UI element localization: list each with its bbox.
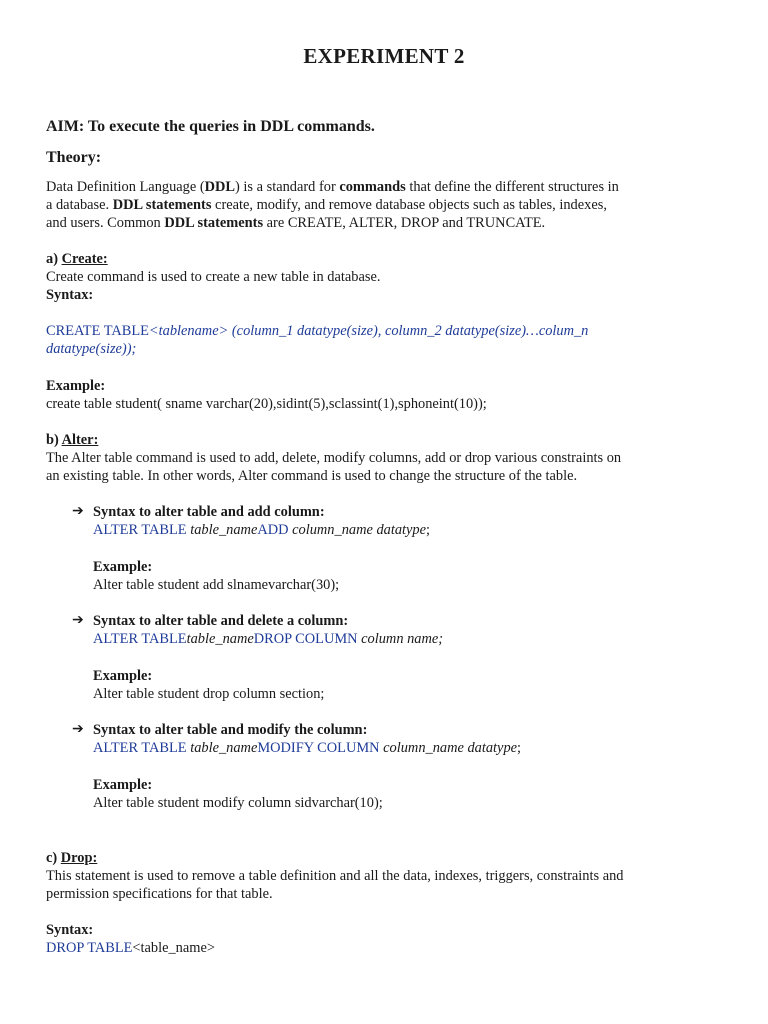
create-syntax-line-2: datatype(size)); (46, 341, 137, 357)
alter-delete-syntax: ALTER TABLEtable_nameDROP COLUMN column name; (93, 631, 444, 647)
create-heading: a) Create: (46, 251, 108, 267)
document-title: EXPERIMENT 2 (303, 44, 465, 68)
alter-delete-syntax-label: Syntax to alter table and delete a column: (93, 613, 349, 629)
alter-add-example-label: Example: (93, 559, 153, 575)
drop-description-line-2: permission specifications for that table. (46, 886, 273, 902)
arrow-right-icon: ➔ (72, 504, 84, 519)
alter-delete-example: Alter table student drop column section; (93, 686, 325, 702)
arrow-right-icon: ➔ (72, 722, 84, 737)
aim-heading: AIM: To execute the queries in DDL commands. (46, 118, 375, 135)
create-syntax-label: Syntax: (46, 287, 94, 303)
theory-line-2: a database. DDL statements create, modify, and remove database objects such as tables, indexes, (46, 197, 607, 213)
create-description: Create command is used to create a new table in database. (46, 269, 381, 285)
alter-modify-syntax-label: Syntax to alter table and modify the column: (93, 722, 368, 738)
alter-description-line-2: an existing table. In other words, Alter command is used to change the structure of the table. (46, 468, 578, 484)
drop-syntax: DROP TABLE<table_name> (46, 940, 215, 956)
theory-heading: Theory: (46, 149, 102, 166)
create-example-label: Example: (46, 378, 106, 394)
alter-add-syntax: ALTER TABLE table_nameADD column_name datatype; (93, 522, 431, 538)
alter-delete-example-label: Example: (93, 668, 153, 684)
alter-add-example: Alter table student add slnamevarchar(30); (93, 577, 340, 593)
theory-line-1: Data Definition Language (DDL) is a standard for commands that define the different structures in (46, 179, 619, 195)
alter-modify-syntax: ALTER TABLE table_nameMODIFY COLUMN column_name datatype; (93, 740, 522, 756)
create-example: create table student( sname varchar(20),sidint(5),sclassint(1),sphoneint(10)); (46, 396, 487, 412)
drop-description-line-1: This statement is used to remove a table definition and all the data, indexes, triggers, constraints and (46, 868, 624, 884)
alter-modify-example: Alter table student modify column sidvarchar(10); (93, 795, 383, 811)
alter-description-line-1: The Alter table command is used to add, delete, modify columns, add or drop various constraints on (46, 450, 622, 466)
arrow-right-icon: ➔ (72, 613, 84, 628)
alter-add-syntax-label: Syntax to alter table and add column: (93, 504, 325, 520)
alter-heading: b) Alter: (46, 432, 99, 448)
create-syntax-line-1: CREATE TABLE<tablename> (column_1 datatype(size), column_2 datatype(size)…colum_n (46, 323, 589, 339)
drop-heading: c) Drop: (46, 850, 98, 866)
theory-line-3: and users. Common DDL statements are CREATE, ALTER, DROP and TRUNCATE. (46, 215, 546, 231)
alter-modify-example-label: Example: (93, 777, 153, 793)
drop-syntax-label: Syntax: (46, 922, 94, 938)
